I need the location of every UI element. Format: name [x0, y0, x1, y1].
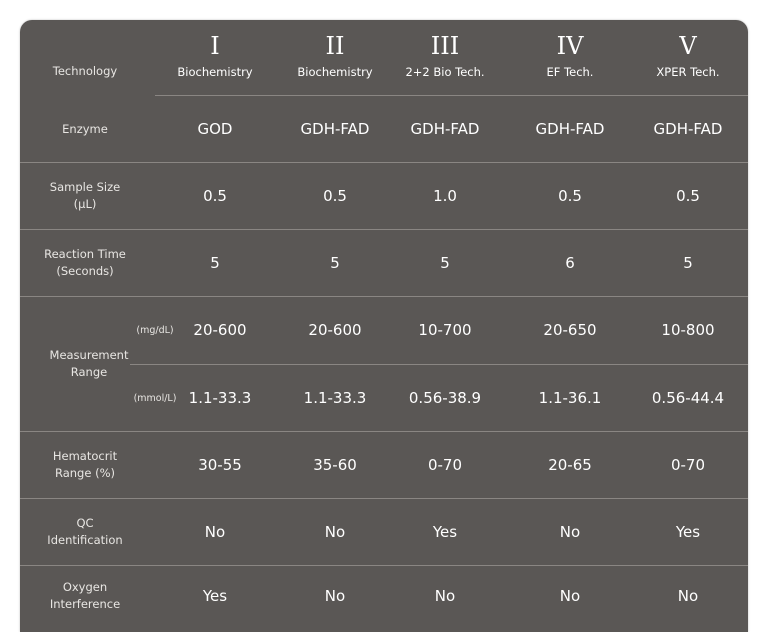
range-mgdl-value: 10-700	[418, 321, 472, 339]
enzyme-value: GDH-FAD	[535, 120, 605, 138]
range-mgdl-value: 20-600	[308, 321, 362, 339]
sample-size-value: 0.5	[676, 187, 700, 205]
label-line: Identification	[47, 533, 123, 547]
label-line: Sample Size	[49, 180, 121, 194]
label-line: Oxygen	[62, 580, 108, 594]
sample-size-label	[20, 163, 150, 229]
oxygen-value: Yes	[202, 587, 228, 605]
oxygen-value: No	[559, 587, 581, 605]
range-mmol-value: 1.1-36.1	[538, 389, 602, 407]
label-line: (Seconds)	[56, 264, 114, 278]
column-numeral: V	[679, 32, 697, 60]
column-numeral: II	[325, 32, 345, 60]
hematocrit-value: 20-65	[548, 456, 592, 474]
oxygen-value: No	[324, 587, 346, 605]
label-line: QC	[76, 516, 94, 530]
label-line: Range	[70, 365, 108, 379]
sample-size-value: 0.5	[558, 187, 582, 205]
hematocrit-value: 0-70	[427, 456, 463, 474]
sample-size-value: 1.0	[433, 187, 457, 205]
enzyme-value: GDH-FAD	[410, 120, 480, 138]
unit-mmol: (mmol/L)	[133, 392, 177, 404]
column-numeral: III	[430, 32, 460, 60]
enzyme-value: GDH-FAD	[653, 120, 723, 138]
range-mgdl-value: 10-800	[661, 321, 715, 339]
column-numeral: IV	[556, 32, 584, 60]
hematocrit-value: 30-55	[198, 456, 242, 474]
label-line: Measurement	[49, 348, 129, 362]
hematocrit-value: 0-70	[670, 456, 706, 474]
range-mgdl-value: 20-600	[193, 321, 247, 339]
comparison-table	[20, 20, 748, 632]
column-name: EF Tech.	[546, 65, 594, 79]
label-line: Interference	[49, 597, 121, 611]
unit-mgdl: (mg/dL)	[136, 324, 174, 336]
qc-label	[20, 499, 150, 565]
column-numeral: I	[210, 32, 220, 60]
oxygen-label	[20, 566, 150, 626]
range-mmol-value: 1.1-33.3	[188, 389, 252, 407]
reaction-time-value: 5	[440, 254, 450, 272]
reaction-time-label	[20, 230, 150, 296]
column-name: Biochemistry	[297, 65, 373, 79]
label-line: Hematocrit	[52, 449, 118, 463]
qc-value: No	[204, 523, 226, 541]
label-line: Range (%)	[54, 466, 115, 480]
hematocrit-label	[20, 432, 150, 498]
enzyme-label: Enzyme	[62, 121, 108, 136]
column-name: XPER Tech.	[656, 65, 720, 79]
reaction-time-value: 5	[683, 254, 693, 272]
range-mgdl-value: 20-650	[543, 321, 597, 339]
oxygen-value: No	[434, 587, 456, 605]
column-name: Biochemistry	[177, 65, 253, 79]
reaction-time-value: 6	[565, 254, 575, 272]
sample-size-value: 0.5	[323, 187, 347, 205]
oxygen-value: No	[677, 587, 699, 605]
qc-value: No	[559, 523, 581, 541]
reaction-time-value: 5	[210, 254, 220, 272]
range-mmol-value: 1.1-33.3	[303, 389, 367, 407]
qc-value: Yes	[432, 523, 458, 541]
reaction-time-value: 5	[330, 254, 340, 272]
qc-value: No	[324, 523, 346, 541]
label-line: Reaction Time	[44, 247, 126, 261]
enzyme-value: GDH-FAD	[300, 120, 370, 138]
qc-value: Yes	[675, 523, 701, 541]
range-mmol-value: 0.56-44.4	[651, 389, 725, 407]
technology-label: Technology	[52, 63, 118, 78]
hematocrit-value: 35-60	[313, 456, 357, 474]
label-line: (μL)	[73, 197, 97, 211]
sample-size-value: 0.5	[203, 187, 227, 205]
column-name: 2+2 Bio Tech.	[405, 65, 485, 79]
enzyme-value: GOD	[197, 120, 233, 138]
range-mmol-value: 0.56-38.9	[408, 389, 482, 407]
